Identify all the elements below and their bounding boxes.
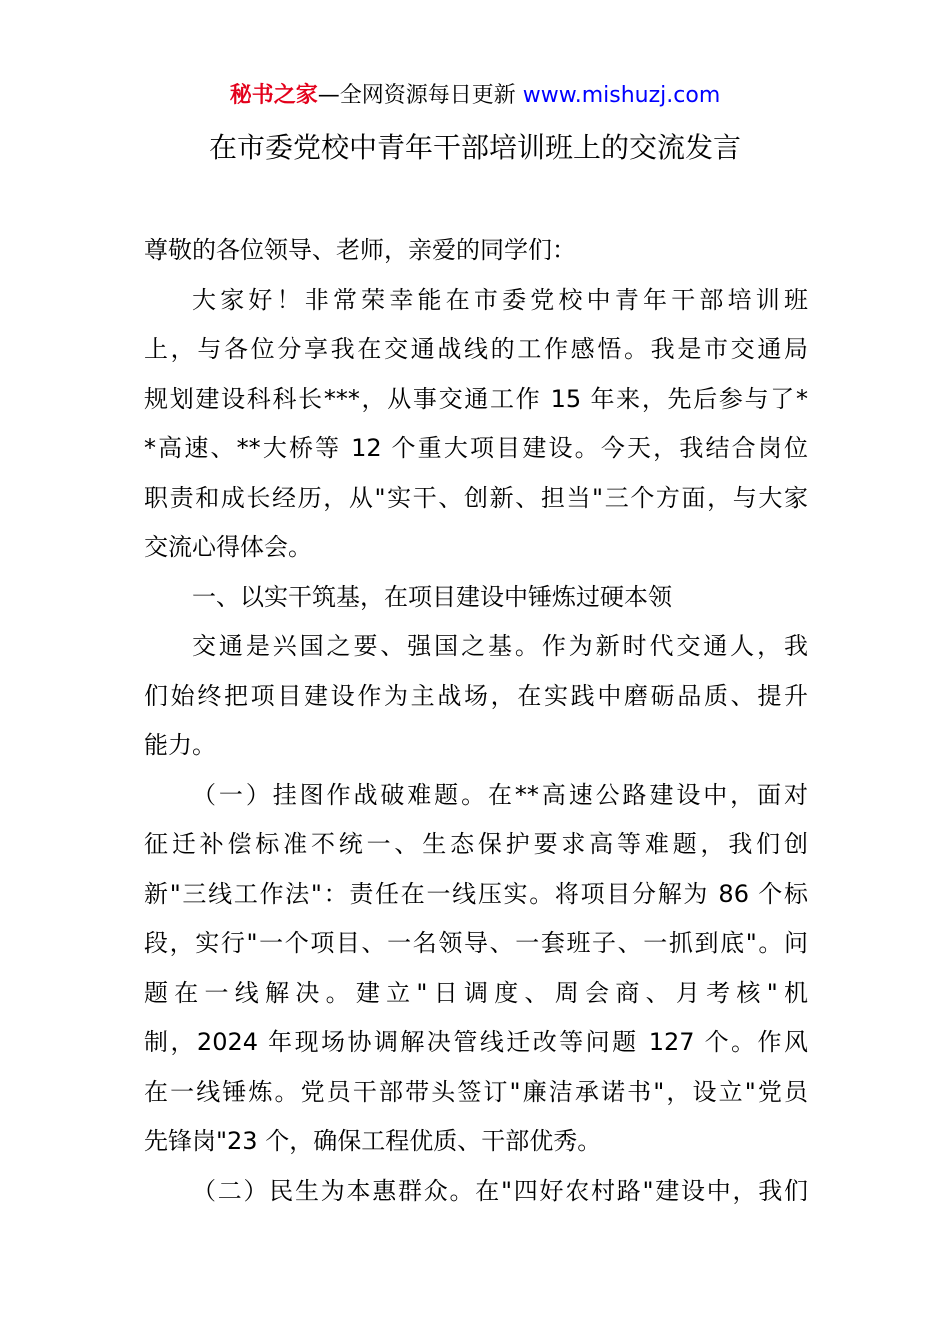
paragraph-line: 交流心得体会。 [144, 533, 312, 561]
document-body [144, 226, 808, 1216]
header-tagline: —全网资源每日更新 [317, 83, 523, 108]
subsection-line: （二）民生为本惠群众。在"四好农村路"建设中，我们 [192, 1176, 808, 1205]
paragraph-line: 们始终把项目建设作为主战场，在实践中磨砺品质、提升 [144, 681, 808, 710]
paragraph-line: 新"三线工作法"：责任在一线压实。将项目分解为 86 个标 [144, 879, 808, 908]
paragraph-line: 在一线锤炼。党员干部带头签订"廉洁承诺书"，设立"党员 [144, 1077, 808, 1106]
salutation-line: 尊敬的各位领导、老师，亲爱的同学们： [144, 236, 576, 264]
subsection-line: （一）挂图作战破难题。在**高速公路建设中，面对 [192, 780, 808, 809]
paragraph-line: 题在一线解决。建立"日调度、周会商、月考核"机 [144, 978, 808, 1007]
document-title: 在市委党校中青年干部培训班上的交流发言 [208, 131, 741, 164]
paragraph-line: 交通是兴国之要、强国之基。作为新时代交通人，我 [192, 632, 808, 660]
paragraph-line: 上，与各位分享我在交通战线的工作感悟。我是市交通局 [144, 335, 808, 363]
paragraph-line: 先锋岗"23 个，确保工程优质、干部优秀。 [144, 1127, 602, 1155]
paragraph-line: 能力。 [144, 731, 216, 759]
paragraph-line: 制，2024 年现场协调解决管线迁改等问题 127 个。作风 [144, 1028, 808, 1056]
paragraph-line: 职责和成长经历，从"实干、创新、担当"三个方面，与大家 [144, 483, 808, 512]
paragraph-line: 规划建设科科长***，从事交通工作 15 年来，先后参与了* [144, 384, 808, 413]
site-header-banner [0, 80, 950, 112]
paragraph-line: 大家好！非常荣幸能在市委党校中青年干部培训班 [192, 285, 808, 314]
section-heading: 一、以实干筑基，在项目建设中锤炼过硬本领 [192, 582, 672, 611]
brand-name: 秘书之家 [229, 83, 318, 108]
paragraph-line: 征迁补偿标准不统一、生态保护要求高等难题，我们创 [144, 830, 808, 858]
site-url-link[interactable]: www.mishuzj.com [522, 83, 721, 108]
paragraph-line: *高速、**大桥等 12 个重大项目建设。今天，我结合岗位 [144, 434, 808, 462]
paragraph-line: 段，实行"一个项目、一名领导、一套班子、一抓到底"。问 [144, 929, 808, 957]
